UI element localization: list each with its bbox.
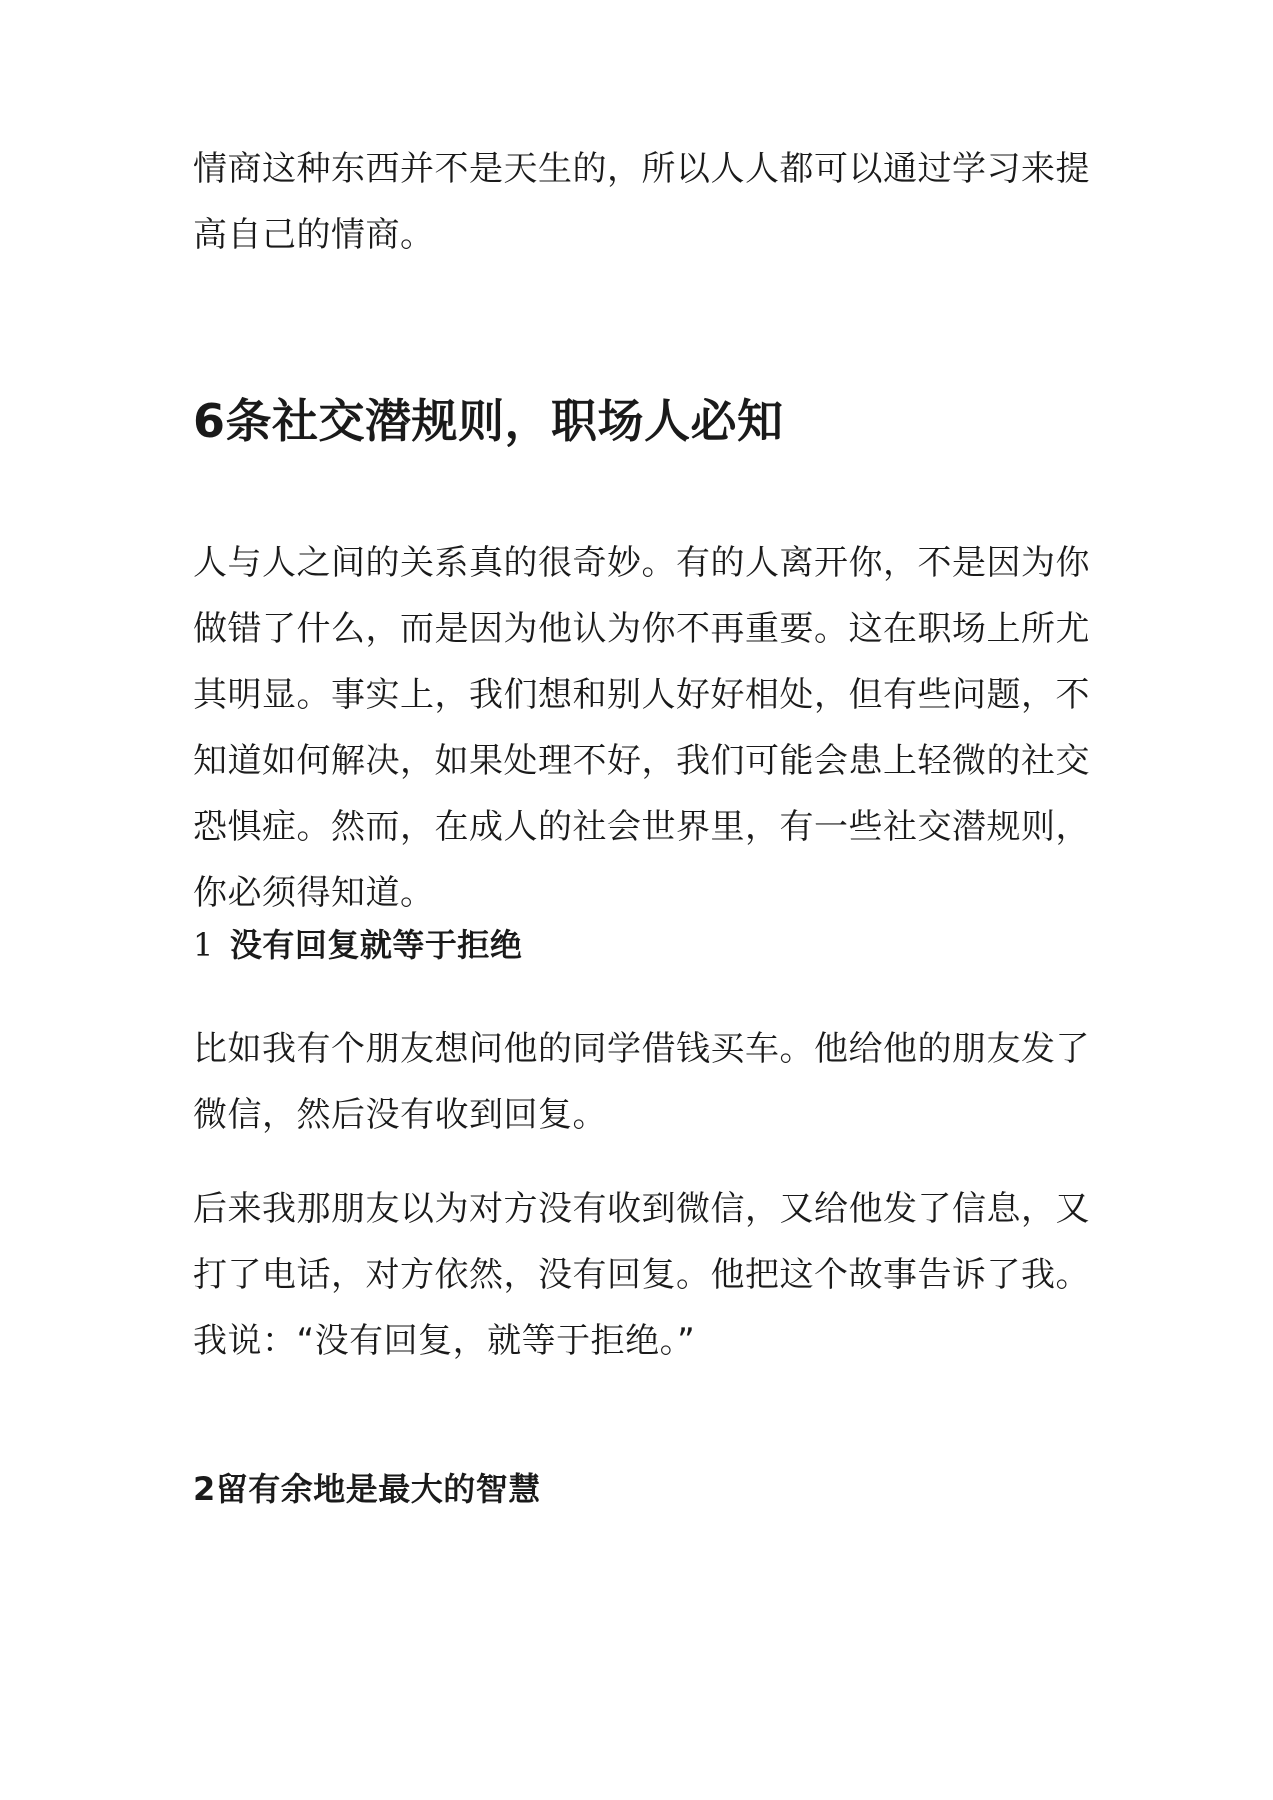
rule-1-title: 没有回复就等于拒绝 [229, 926, 523, 964]
rule-1-number: 1 [193, 926, 214, 964]
section-heading: 6条社交潜规则，职场人必知 [193, 394, 784, 448]
rule-1-paragraph-1: 比如我有个朋友想问他的同学借钱买车。他给他的朋友发了微信，然后没有收到回复。 [193, 1029, 1090, 1135]
section-paragraph: 人与人之间的关系真的很奇妙。有的人离开你，不是因为你做错了什么，而是因为他认为你不再重要。这在职场上所尤其明显。事实上，我们想和别人好好相处，但有些问题，不知道如何解决，如果处理不好，我们可能会患上轻微的社交恐惧症。然而，在成人的社会世界里，有一些社交潜规则，你必须得知道。 [193, 543, 1090, 913]
rule-2-heading: 2留有余地是最大的智慧 [193, 1470, 541, 1508]
rule-1-paragraph-2: 后来我那朋友以为对方没有收到微信，又给他发了信息，又打了电话，对方依然，没有回复。他把这个故事告诉了我。我说：“没有回复，就等于拒绝。” [193, 1189, 1090, 1361]
rule-1-heading [193, 920, 1093, 970]
intro-paragraph: 情商这种东西并不是天生的，所以人人都可以通过学习来提高自己的情商。 [193, 149, 1090, 255]
